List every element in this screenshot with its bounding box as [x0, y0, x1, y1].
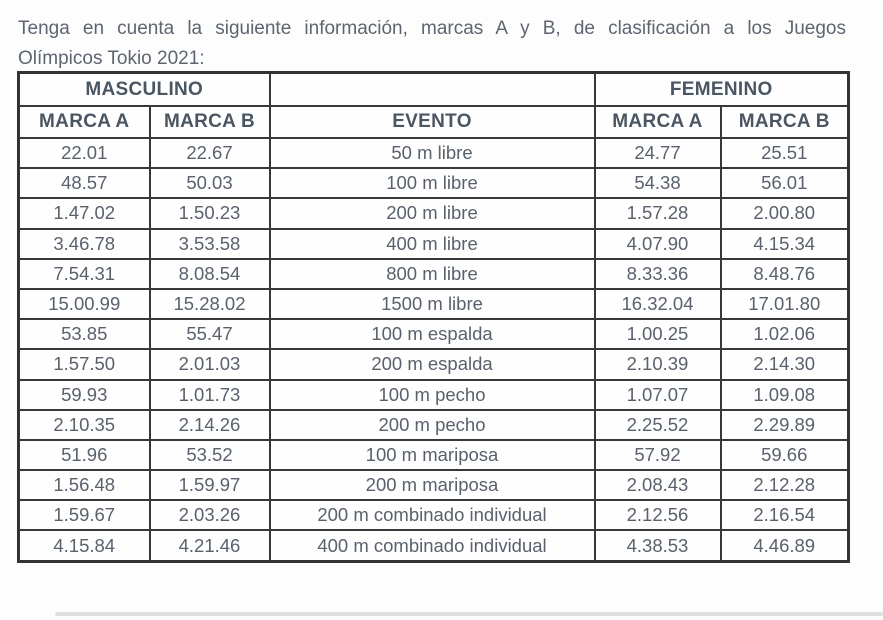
masc-marca-b-cell: 1.01.73 — [150, 380, 270, 410]
evento-cell: 100 m libre — [270, 168, 595, 198]
masc-marca-b-cell: 22.67 — [150, 138, 270, 168]
masc-marca-b-cell: 2.03.26 — [150, 500, 270, 530]
masc-marca-b-cell: 55.47 — [150, 319, 270, 349]
fem-marca-a-cell: 8.33.36 — [595, 259, 721, 289]
masc-marca-a-cell: 1.56.48 — [19, 470, 150, 500]
fem-marca-b-cell: 2.14.30 — [721, 349, 849, 379]
fem-marca-a-header: MARCA A — [595, 106, 721, 138]
table-row — [19, 138, 849, 168]
fem-marca-b-cell: 8.48.76 — [721, 259, 849, 289]
fem-marca-a-cell: 4.38.53 — [595, 530, 721, 561]
masc-marca-b-cell: 1.59.97 — [150, 470, 270, 500]
evento-header: EVENTO — [270, 106, 595, 138]
masculino-group-header: MASCULINO — [19, 73, 270, 107]
fem-marca-a-cell: 2.10.39 — [595, 349, 721, 379]
fem-marca-a-cell: 24.77 — [595, 138, 721, 168]
masc-marca-b-cell: 15.28.02 — [150, 289, 270, 319]
masc-marca-a-cell: 1.57.50 — [19, 349, 150, 379]
masc-marca-b-cell: 4.21.46 — [150, 530, 270, 561]
fem-marca-a-cell: 2.08.43 — [595, 470, 721, 500]
masc-marca-b-cell: 1.50.23 — [150, 198, 270, 228]
fem-marca-a-cell: 16.32.04 — [595, 289, 721, 319]
femenino-group-header: FEMENINO — [595, 73, 849, 107]
fem-marca-a-cell: 4.07.90 — [595, 229, 721, 259]
intro-line-1: Tenga en cuenta la siguiente información, marcas A y B, de clasificación a los Juegos — [18, 18, 846, 39]
masc-marca-b-cell: 3.53.58 — [150, 229, 270, 259]
table-row — [19, 410, 849, 440]
table-row — [19, 259, 849, 289]
evento-cell: 400 m libre — [270, 229, 595, 259]
fem-marca-b-cell: 59.66 — [721, 440, 849, 470]
evento-cell: 200 m espalda — [270, 349, 595, 379]
fem-marca-a-cell: 2.12.56 — [595, 500, 721, 530]
fem-marca-b-cell: 56.01 — [721, 168, 849, 198]
masc-marca-a-cell: 4.15.84 — [19, 530, 150, 561]
evento-cell: 200 m combinado individual — [270, 500, 595, 530]
masc-marca-a-cell: 22.01 — [19, 138, 150, 168]
table-row — [19, 380, 849, 410]
masc-marca-b-header: MARCA B — [150, 106, 270, 138]
fem-marca-b-cell: 1.02.06 — [721, 319, 849, 349]
masc-marca-b-cell: 2.14.26 — [150, 410, 270, 440]
masc-marca-b-cell: 50.03 — [150, 168, 270, 198]
table-row — [19, 229, 849, 259]
table-row — [19, 289, 849, 319]
fem-marca-b-cell: 4.15.34 — [721, 229, 849, 259]
table-head — [19, 73, 849, 139]
table-body — [19, 138, 849, 561]
masc-marca-a-cell: 59.93 — [19, 380, 150, 410]
masc-marca-a-cell: 48.57 — [19, 168, 150, 198]
evento-cell: 200 m pecho — [270, 410, 595, 440]
fem-marca-b-header: MARCA B — [721, 106, 849, 138]
masc-marca-a-cell: 2.10.35 — [19, 410, 150, 440]
fem-marca-a-cell: 1.00.25 — [595, 319, 721, 349]
masc-marca-a-cell: 1.59.67 — [19, 500, 150, 530]
table-row — [19, 440, 849, 470]
masc-marca-b-cell: 8.08.54 — [150, 259, 270, 289]
intro-line-2: Olímpicos Tokio 2021: — [18, 48, 205, 69]
group-header-row — [19, 73, 849, 107]
qualification-marks-table-wrap — [17, 71, 850, 563]
evento-cell: 100 m espalda — [270, 319, 595, 349]
masc-marca-a-cell: 1.47.02 — [19, 198, 150, 228]
table-row — [19, 530, 849, 561]
evento-cell: 200 m mariposa — [270, 470, 595, 500]
fem-marca-b-cell: 17.01.80 — [721, 289, 849, 319]
masc-marca-b-cell: 2.01.03 — [150, 349, 270, 379]
evento-cell: 400 m combinado individual — [270, 530, 595, 561]
masc-marca-a-cell: 53.85 — [19, 319, 150, 349]
masc-marca-a-cell: 51.96 — [19, 440, 150, 470]
fem-marca-b-cell: 2.29.89 — [721, 410, 849, 440]
evento-group-spacer — [270, 73, 595, 107]
fem-marca-a-cell: 57.92 — [595, 440, 721, 470]
evento-cell: 100 m mariposa — [270, 440, 595, 470]
qualification-marks-table — [17, 71, 850, 563]
masc-marca-a-cell: 15.00.99 — [19, 289, 150, 319]
fem-marca-b-cell: 1.09.08 — [721, 380, 849, 410]
table-row — [19, 319, 849, 349]
masc-marca-a-cell: 7.54.31 — [19, 259, 150, 289]
evento-cell: 1500 m libre — [270, 289, 595, 319]
masc-marca-b-cell: 53.52 — [150, 440, 270, 470]
table-row — [19, 168, 849, 198]
fem-marca-a-cell: 1.57.28 — [595, 198, 721, 228]
table-row — [19, 470, 849, 500]
fem-marca-b-cell: 25.51 — [721, 138, 849, 168]
column-header-row — [19, 106, 849, 138]
table-row — [19, 349, 849, 379]
fem-marca-a-cell: 54.38 — [595, 168, 721, 198]
masc-marca-a-header: MARCA A — [19, 106, 150, 138]
fem-marca-b-cell: 2.16.54 — [721, 500, 849, 530]
table-row — [19, 198, 849, 228]
table-row — [19, 500, 849, 530]
evento-cell: 800 m libre — [270, 259, 595, 289]
fem-marca-a-cell: 1.07.07 — [595, 380, 721, 410]
fem-marca-b-cell: 2.00.80 — [721, 198, 849, 228]
fem-marca-b-cell: 4.46.89 — [721, 530, 849, 561]
intro-paragraph — [18, 14, 846, 74]
evento-cell: 100 m pecho — [270, 380, 595, 410]
evento-cell: 200 m libre — [270, 198, 595, 228]
fem-marca-a-cell: 2.25.52 — [595, 410, 721, 440]
page-bottom-divider — [55, 612, 883, 616]
fem-marca-b-cell: 2.12.28 — [721, 470, 849, 500]
masc-marca-a-cell: 3.46.78 — [19, 229, 150, 259]
evento-cell: 50 m libre — [270, 138, 595, 168]
